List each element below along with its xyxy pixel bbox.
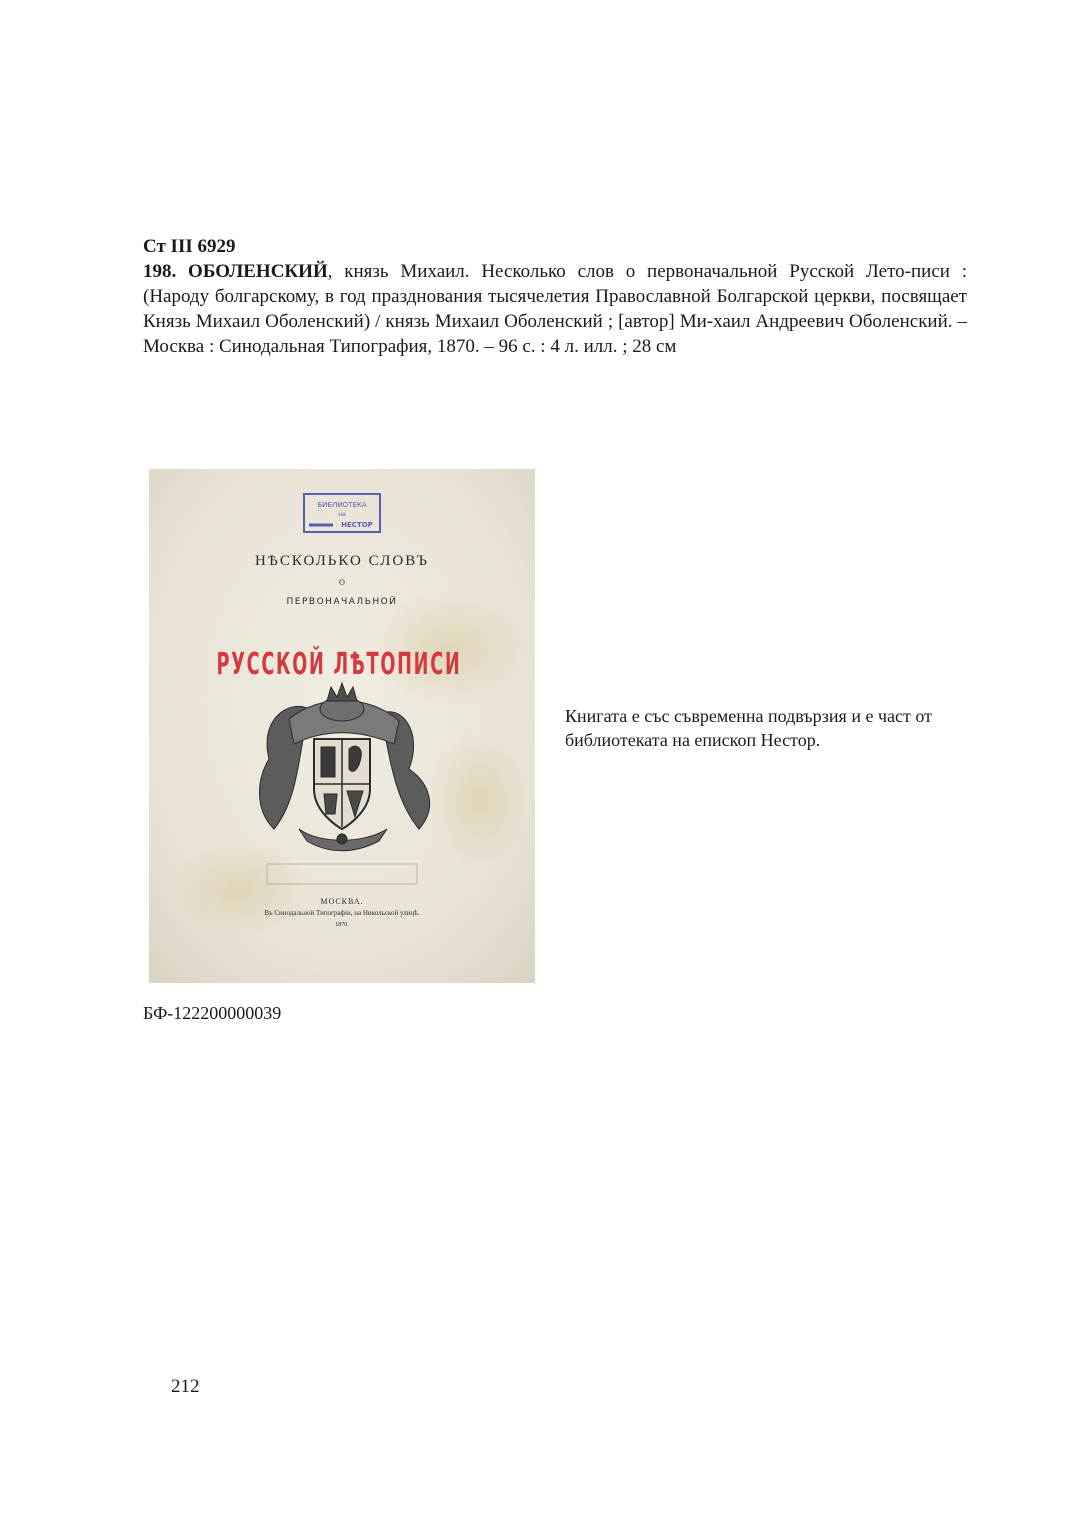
bibliographic-entry xyxy=(143,259,967,359)
title-line-3: ПЕРВОНАЧАЛЬНОЙ xyxy=(286,597,398,607)
entry-number-name: 198. ОБОЛЕНСКИЙ xyxy=(143,261,328,282)
entry-text: , князь Михаил. Несколько слов о первоначальной Русской Лето-писи : (Народу болгарскому, в год празднования тысячелетия Православной Болгарской церкви, посвящает Князь Михаил Оболенский) / князь Михаил Оболенский ; [автор] Ми-хаил Андреевич Оболенский. – Москва : Синодальная Типография, 1870. – 96 с. : 4 л. илл. ; 28 см xyxy=(143,261,967,357)
imprint-city: МОСКВА. xyxy=(320,897,364,906)
title-line-2: О xyxy=(339,578,345,587)
stamp-line-2: на xyxy=(338,511,346,518)
imprint-press: Въ Синодальной Типографіи, на Никольской улицѣ. xyxy=(264,909,420,917)
shelfmark: Ст III 6929 xyxy=(143,236,236,257)
stamp-line-3: НЕСТОР xyxy=(341,521,373,529)
inventory-number: БФ-122200000039 xyxy=(143,1003,282,1023)
title-red: РУССКОЙ ЛѢТОПИСИ xyxy=(216,647,633,682)
title-page-photo xyxy=(149,469,633,983)
stamp-line-1: БИБЛИОТЕКА xyxy=(317,501,367,509)
page-number: 212 xyxy=(171,1376,200,1397)
imprint-year: 1870. xyxy=(335,922,349,928)
note-text: Книгата е със съвременна подвързия и е част от библиотеката на епископ Нестор. xyxy=(565,706,932,750)
title-line-1: НѢСКОЛЬКО СЛОВЪ xyxy=(254,553,430,569)
